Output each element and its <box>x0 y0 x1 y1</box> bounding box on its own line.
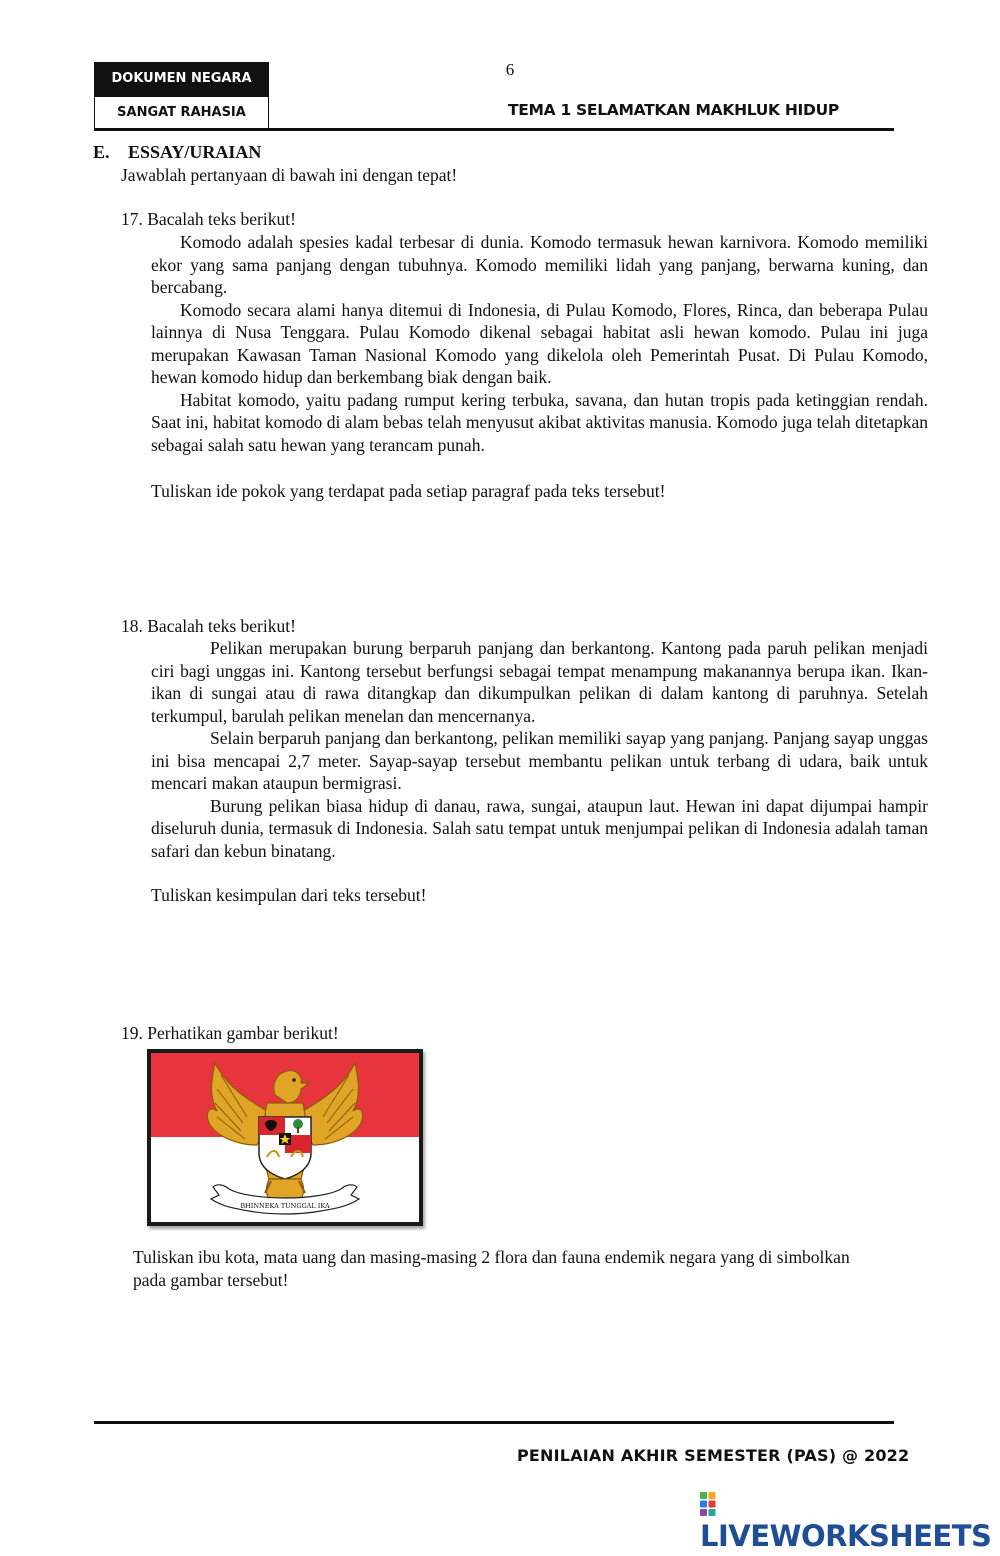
footer-divider <box>94 1421 894 1424</box>
motto-text: BHINNEKA TUNGGAL IKA <box>240 1202 330 1210</box>
section-heading <box>93 142 261 163</box>
section-instruction: Jawablah pertanyaan di bawah ini dengan tepat! <box>121 165 458 185</box>
q18-paragraph-2: Selain berparuh panjang dan berkantong, pelikan memiliki sayap yang panjang. Panjang sayap unggas ini bisa mencapai 2,7 meter. Sayap-sayap tersebut membantu pelikan untuk terbang di udara, baik untuk mencari makan ataupun bermigrasi. <box>151 728 928 793</box>
question-18-task: Tuliskan kesimpulan dari teks tersebut! <box>151 885 427 905</box>
q17-paragraph-2: Komodo secara alami hanya ditemui di Indonesia, di Pulau Komodo, Flores, Rinca, dan beberapa Pulau lainnya di Nusa Tenggara. Pulau Komodo dikenal sebagai habitat asli hewan komodo. Pulau ini juga merupakan Kawasan Taman Nasional Komodo yang dikelola oleh Pemerintah Pusat. Di Pulau Komodo, hewan komodo hidup dan berkembang biak dengan baik. <box>151 299 928 387</box>
section-letter: E. <box>93 142 110 162</box>
q18-paragraph-1: Pelikan merupakan burung berparuh panjang dan berkantong. Kantong pada paruh pelikan menjadi ciri bagi unggas ini. Kantong tersebut berfungsi sebagai tempat menampung makanannya berupa ikan. Ikan-ikan di sungai atau di rawa ditangkap dan dikumpulkan pelikan di dalam kantong di paruhnya. Setelah terkumpul, barulah pelikan menelan dan mencernanya. <box>151 638 928 726</box>
brand-grid-icon <box>700 1492 724 1516</box>
question-17-heading: 17. Bacalah teks berikut! <box>121 209 296 229</box>
theme-title: TEMA 1 SELAMATKAN MAKHLUK HIDUP <box>508 101 839 119</box>
section-title: ESSAY/URAIAN <box>128 142 262 162</box>
classification-label-top: DOKUMEN NEGARA <box>94 62 269 96</box>
question-17-task: Tuliskan ide pokok yang terdapat pada setiap paragraf pada teks tersebut! <box>151 481 666 501</box>
question-19-heading: 19. Perhatikan gambar berikut! <box>121 1023 339 1043</box>
question-19-task: Tuliskan ibu kota, mata uang dan masing-masing 2 flora dan fauna endemik negara yang di simbolkan pada gambar tersebut! <box>133 1247 850 1290</box>
header-divider <box>94 128 894 131</box>
question-18-text <box>151 637 928 862</box>
question-17-text <box>151 231 928 456</box>
flag-image <box>147 1049 423 1226</box>
q17-paragraph-1: Komodo adalah spesies kadal terbesar di dunia. Komodo termasuk hewan karnivora. Komodo memiliki ekor yang sama panjang dengan tubuhnya. Komodo memiliki lidah yang panjang, berwarna kuning, dan bercabang. <box>151 232 928 297</box>
liveworksheets-logo[interactable] <box>700 1484 1000 1553</box>
q17-paragraph-3: Habitat komodo, yaitu padang rumput kering terbuka, savana, dan hutan tropis pada ketinggian rendah. Saat ini, habitat komodo di alam bebas telah menyusut akibat aktivitas manusia. Komodo juga telah ditetapkan sebagai salah satu hewan yang terancam punah. <box>151 389 928 455</box>
q18-paragraph-3: Burung pelikan biasa hidup di danau, rawa, sungai, ataupun laut. Hewan ini dapat dijumpai hampir diseluruh dunia, termasuk di Indonesia. Salah satu tempat untuk menjumpai pelikan di Indonesia adalah taman safari dan kebun binatang. <box>151 795 928 861</box>
garuda-flag-illustration <box>151 1053 419 1222</box>
brand-text: LIVEWORKSHEETS <box>700 1519 992 1553</box>
garuda-emblem-icon <box>207 1063 362 1214</box>
question-18-heading: 18. Bacalah teks berikut! <box>121 616 296 636</box>
classification-label-bottom: SANGAT RAHASIA <box>94 96 269 130</box>
page-number: 6 <box>505 60 515 79</box>
footer-label: PENILAIAN AKHIR SEMESTER (PAS) @ 2022 <box>517 1446 910 1465</box>
